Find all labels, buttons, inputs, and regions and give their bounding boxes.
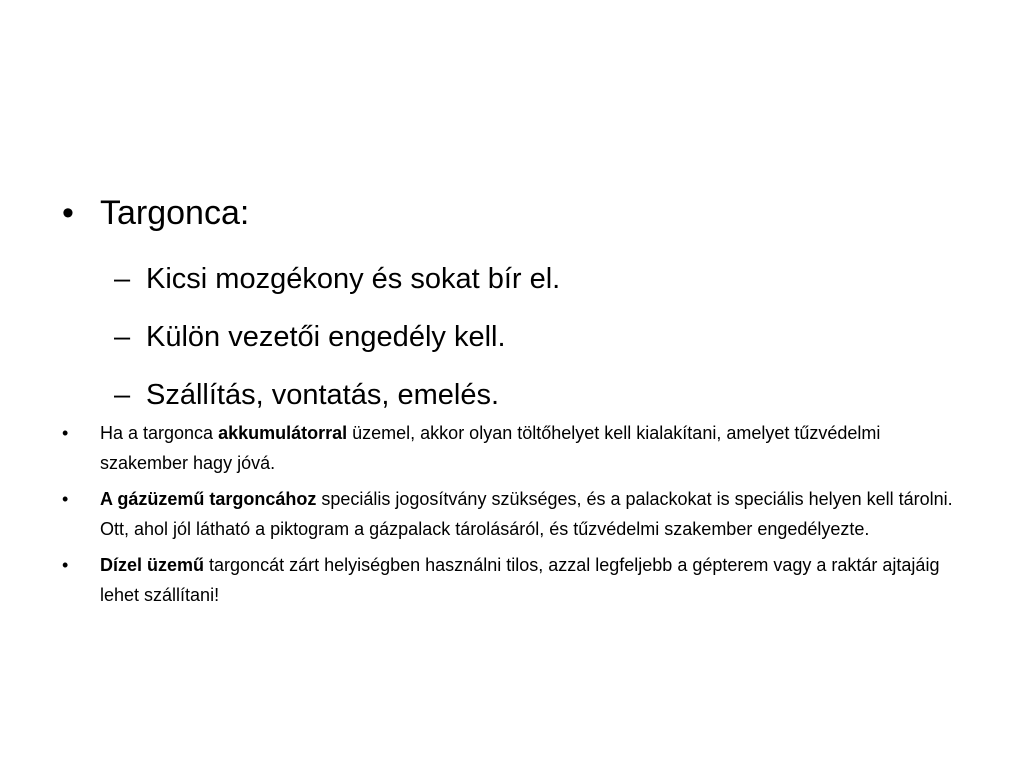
sub-bullet-item — [114, 308, 560, 366]
sub-bullet-list — [114, 250, 560, 424]
sub-bullet-text: Szállítás, vontatás, emelés. — [146, 379, 499, 411]
note-item — [62, 484, 962, 544]
note-text-bold: A gázüzemű targoncához — [100, 489, 317, 509]
main-bullet — [62, 190, 249, 236]
note-text-after: speciális jogosítvány szükséges, és a palackokat is speciális helyen kell tárolni. Ott, ahol jól látható a piktogram a gázpalack tárolásáról, és tűzvédelmi szakember engedélyezte. — [100, 489, 953, 539]
note-text-before: Ha a targonca — [100, 423, 219, 443]
dash-icon: – — [114, 321, 131, 353]
dash-icon: – — [114, 379, 131, 411]
dash-icon: – — [114, 263, 131, 295]
bullet-icon: • — [62, 423, 69, 443]
bullet-icon: • — [62, 194, 74, 232]
note-item — [62, 550, 962, 610]
note-text-after: üzemel, akkor olyan töltőhelyet kell kialakítani, amelyet tűzvédelmi szakember hagy jóvá. — [100, 423, 881, 473]
note-text-bold: akkumulátorral — [218, 423, 348, 443]
note-text-bold: Dízel üzemű — [100, 555, 205, 575]
sub-bullet-text: Kicsi mozgékony és sokat bír el. — [146, 263, 561, 295]
main-bullet-text: Targonca: — [100, 194, 250, 232]
notes-list — [62, 418, 962, 616]
bullet-icon: • — [62, 555, 69, 575]
note-text-after: targoncát zárt helyiségben használni tilos, azzal legfeljebb a gépterem vagy a raktár ajtajáig lehet szállítani! — [100, 555, 940, 605]
note-item — [62, 418, 962, 478]
sub-bullet-text: Külön vezetői engedély kell. — [146, 321, 506, 353]
sub-bullet-item — [114, 250, 560, 308]
sub-bullet-item — [114, 366, 560, 424]
bullet-icon: • — [62, 489, 69, 509]
